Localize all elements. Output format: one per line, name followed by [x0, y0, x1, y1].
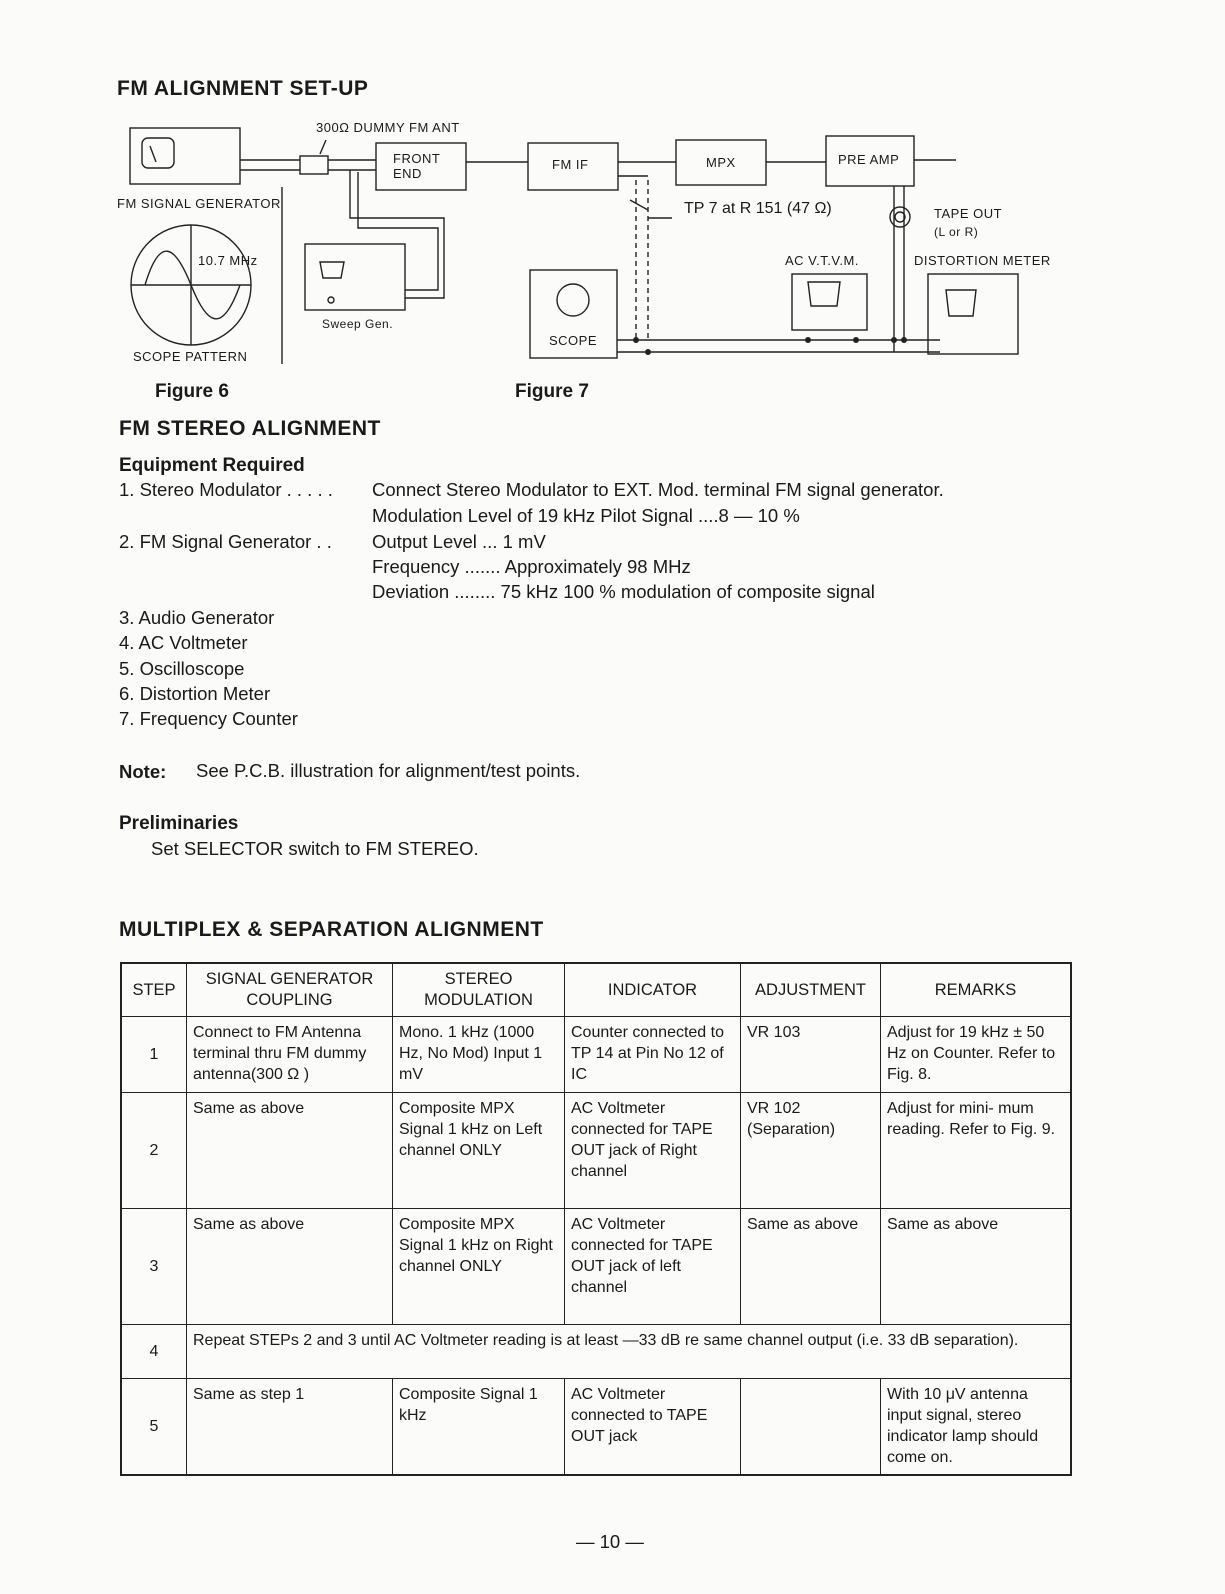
- header-modulation: STEREO MODULATION: [393, 963, 565, 1017]
- pre-amp-label: PRE AMP: [838, 152, 900, 167]
- equip-item-3: 3. Audio Generator: [119, 607, 275, 628]
- equip-item-5: 5. Oscilloscope: [119, 658, 245, 679]
- mpx-label: MPX: [706, 155, 736, 170]
- header-coupling: SIGNAL GENERATOR COUPLING: [187, 963, 393, 1017]
- signal-generator-box: [130, 128, 240, 184]
- scope-label: SCOPE: [549, 333, 598, 348]
- header-step: STEP: [121, 963, 187, 1017]
- modulation-cell: Mono. 1 kHz (1000 Hz, No Mod) Input 1 mV: [393, 1017, 565, 1093]
- ac-vtvm-label: AC V.T.V.M.: [785, 253, 859, 268]
- sweep-gen-label: Sweep Gen.: [322, 317, 394, 331]
- coupling-cell: Same as above: [187, 1093, 393, 1209]
- step-cell: 5: [121, 1379, 187, 1475]
- adjustment-cell: [741, 1379, 881, 1475]
- step-cell: 3: [121, 1209, 187, 1325]
- header-adjustment: ADJUSTMENT: [741, 963, 881, 1017]
- table-header-row: [121, 963, 1071, 1017]
- header-indicator: INDICATOR: [565, 963, 741, 1017]
- modulation-cell: Composite Signal 1 kHz: [393, 1379, 565, 1475]
- equip-item-1-line-2: Modulation Level of 19 kHz Pilot Signal ....8 — 10 %: [372, 505, 800, 526]
- table-row: [121, 1209, 1071, 1325]
- equip-item-2-label: 2. FM Signal Generator . .: [119, 531, 332, 552]
- header-remarks: REMARKS: [881, 963, 1072, 1017]
- table-row: [121, 1379, 1071, 1475]
- coupling-cell: Connect to FM Antenna terminal thru FM dummy antenna(300 Ω ): [187, 1017, 393, 1093]
- equip-item-6: 6. Distortion Meter: [119, 683, 271, 704]
- front-end-label-2: END: [393, 166, 422, 181]
- dummy-antenna-box: [300, 156, 328, 174]
- alignment-table: [120, 962, 1072, 1476]
- table-row: [121, 1093, 1071, 1209]
- scope-pattern-label: SCOPE PATTERN: [133, 349, 248, 364]
- tape-out-jack: [890, 207, 910, 227]
- adjustment-cell: VR 103: [741, 1017, 881, 1093]
- equip-item-4: 4. AC Voltmeter: [119, 632, 248, 653]
- tp7-label: TP 7 at R 151 (47 Ω): [684, 200, 832, 217]
- fm-if-label: FM IF: [552, 157, 589, 172]
- front-end-label-1: FRONT: [393, 151, 441, 166]
- distortion-meter-label: DISTORTION METER: [914, 253, 1051, 268]
- equip-item-1-line-1: Connect Stereo Modulator to EXT. Mod. terminal FM signal generator.: [372, 479, 944, 500]
- modulation-cell: Composite MPX Signal 1 kHz on Left channel ONLY: [393, 1093, 565, 1209]
- indicator-cell: Counter connected to TP 14 at Pin No 12 of IC: [565, 1017, 741, 1093]
- table-row: [121, 1017, 1071, 1093]
- frequency-label: 10.7 MHz: [198, 253, 258, 268]
- equip-item-2-line-3: Deviation ........ 75 kHz 100 % modulation of composite signal: [372, 581, 875, 602]
- equip-item-7: 7. Frequency Counter: [119, 708, 298, 729]
- note-label: Note:: [119, 761, 167, 782]
- indicator-cell: AC Voltmeter connected to TAPE OUT jack: [565, 1379, 741, 1475]
- dummy-antenna-label: 300Ω DUMMY FM ANT: [316, 120, 460, 135]
- indicator-cell: AC Voltmeter connected for TAPE OUT jack of left channel: [565, 1209, 741, 1325]
- stereo-title: FM STEREO ALIGNMENT: [119, 417, 381, 440]
- step4-text-cell: Repeat STEPs 2 and 3 until AC Voltmeter reading is at least —33 dB re same channel output (i.e. 33 dB separation).: [187, 1325, 1072, 1379]
- adjustment-cell: Same as above: [741, 1209, 881, 1325]
- setup-title: FM ALIGNMENT SET-UP: [117, 77, 369, 100]
- equip-item-2-line-2: Frequency ....... Approximately 98 MHz: [372, 556, 691, 577]
- signal-generator-label: FM SIGNAL GENERATOR: [117, 196, 281, 211]
- equipment-title: Equipment Required: [119, 455, 305, 476]
- figure-6-caption: Figure 6: [155, 381, 229, 402]
- coupling-cell: Same as step 1: [187, 1379, 393, 1475]
- equip-item-2-line-1: Output Level ... 1 mV: [372, 531, 546, 552]
- adjustment-cell: VR 102 (Separation): [741, 1093, 881, 1209]
- preliminaries-text: Set SELECTOR switch to FM STEREO.: [151, 838, 479, 859]
- tape-out-label: TAPE OUT: [934, 206, 1003, 221]
- l-or-r-label: (L or R): [934, 225, 979, 239]
- remarks-cell: Adjust for mini- mum reading. Refer to Fig. 9.: [881, 1093, 1072, 1209]
- remarks-cell: With 10 μV antenna input signal, stereo indicator lamp should come on.: [881, 1379, 1072, 1475]
- sweep-gen-box: [305, 244, 405, 310]
- indicator-cell: AC Voltmeter connected for TAPE OUT jack of Right channel: [565, 1093, 741, 1209]
- remarks-cell: Adjust for 19 kHz ± 50 Hz on Counter. Refer to Fig. 8.: [881, 1017, 1072, 1093]
- coupling-cell: Same as above: [187, 1209, 393, 1325]
- equip-item-1-label: 1. Stereo Modulator . . . . .: [119, 479, 333, 500]
- step-cell: 2: [121, 1093, 187, 1209]
- modulation-cell: Composite MPX Signal 1 kHz on Right channel ONLY: [393, 1209, 565, 1325]
- page-number: — 10 —: [576, 1531, 644, 1552]
- step-cell: 4: [121, 1325, 187, 1379]
- note-text: See P.C.B. illustration for alignment/test points.: [196, 760, 581, 781]
- multiplex-title: MULTIPLEX & SEPARATION ALIGNMENT: [119, 918, 544, 941]
- step-cell: 1: [121, 1017, 187, 1093]
- remarks-cell: Same as above: [881, 1209, 1072, 1325]
- preliminaries-title: Preliminaries: [119, 813, 239, 834]
- table-row: [121, 1325, 1071, 1379]
- figure-7-caption: Figure 7: [515, 381, 589, 402]
